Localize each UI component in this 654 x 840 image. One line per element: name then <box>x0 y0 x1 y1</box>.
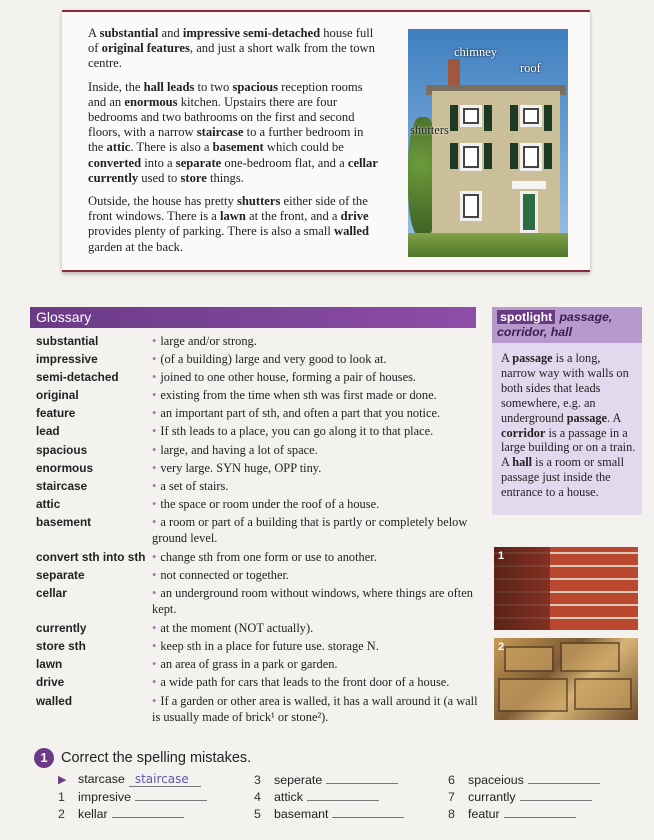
glossary-term: walled <box>36 693 73 708</box>
glossary-definition: • at the moment (NOT actually). <box>152 619 482 637</box>
glossary-term: store sth <box>36 639 86 654</box>
exercise-item-word: spaceious <box>468 773 524 787</box>
exercise-item-number: 8 <box>448 807 455 821</box>
glossary-row <box>36 368 482 386</box>
text-run: to two <box>194 79 233 94</box>
bold-term: converted <box>88 155 142 170</box>
bold-term: corridor <box>501 425 546 440</box>
glossary-definition: • an important part of sth, and often a part that you notice. <box>152 404 482 422</box>
glossary-row <box>36 422 482 440</box>
reading-box <box>62 10 590 272</box>
reading-paragraph-2 <box>88 80 378 186</box>
text-run: kitchen. Upstairs there are four bedrooms and two bathrooms on the first and second floors, with a narrow <box>88 94 355 140</box>
exercise-item <box>448 806 576 821</box>
glossary-term: staircase <box>36 478 88 493</box>
glossary-row <box>36 350 482 368</box>
photo-1-number: 1 <box>498 550 505 562</box>
text-run: either side of the front windows. There is a <box>88 194 368 224</box>
bold-term: attic <box>106 140 131 155</box>
glossary-definition: • If a garden or other area is walled, it has a wall around it (a wall is usually made of brick¹ or stone²). <box>152 692 482 727</box>
text-run: . A <box>607 410 621 425</box>
glossary-term: feature <box>36 406 76 421</box>
answer-blank[interactable] <box>135 789 207 801</box>
glossary-term: substantial <box>36 334 99 348</box>
glossary-term: convert sth into sth <box>36 549 146 564</box>
glossary-definition: • a wide path for cars that leads to the front door of a house. <box>152 673 482 691</box>
exercise-item-word: kellar <box>78 807 108 821</box>
text-run: used to <box>138 170 181 185</box>
bold-term: passage <box>512 351 553 365</box>
text-run: is a room or small passage just inside the entrance to a house. <box>501 455 624 500</box>
spotlight-body <box>492 343 642 500</box>
bold-term: semi-detached <box>243 26 321 40</box>
glossary-term: drive <box>36 675 65 690</box>
reading-paragraph-3 <box>88 194 378 255</box>
answer-blank[interactable] <box>326 772 398 784</box>
glossary-term: basement <box>36 514 92 529</box>
answer-blank[interactable] <box>332 806 404 818</box>
exercise-number: 1 <box>34 748 54 768</box>
text-run: is a long, narrow way with walls on both sides that leads somewhere, e.g. an underground <box>501 351 629 425</box>
glossary-row <box>36 495 482 513</box>
glossary-definition: • existing from the time when sth was first made or done. <box>152 386 482 404</box>
text-run: Outside, the house has pretty <box>88 194 237 209</box>
glossary-definition: • large, and having a lot of space. <box>152 441 482 459</box>
exercise-item <box>448 772 600 787</box>
bold-term: hall leads <box>143 79 195 94</box>
text-run: into a <box>141 155 176 170</box>
exercise-item-number: 5 <box>254 807 261 821</box>
glossary-row <box>36 386 482 404</box>
glossary-term: separate <box>36 568 85 583</box>
exercise-item <box>254 806 404 821</box>
spotlight-tag: spotlight <box>497 310 555 324</box>
glossary-row <box>36 692 482 727</box>
glossary-definition: • If sth leads to a place, you can go along it to that place. <box>152 422 482 440</box>
bold-term: walled <box>334 224 369 239</box>
bold-term: hall <box>512 455 533 470</box>
glossary-list <box>36 332 482 727</box>
stone-wall-photo <box>494 638 638 720</box>
glossary-row <box>36 637 482 655</box>
photo-2-number: 2 <box>498 641 505 653</box>
text-run: , and just a short walk from the town centre. <box>88 41 375 71</box>
exercise-example <box>58 772 201 787</box>
answer-blank[interactable] <box>504 806 576 818</box>
text-run: . There is also a <box>130 140 213 155</box>
answer-blank[interactable] <box>112 806 184 818</box>
bold-term: basement <box>212 140 264 155</box>
text-run: Inside, the <box>88 79 144 94</box>
example-word: starcase <box>78 772 125 786</box>
bold-term: staircase <box>196 125 244 140</box>
glossary-title: Glossary <box>30 307 476 328</box>
glossary-row <box>36 459 482 477</box>
bold-term: drive <box>340 209 369 224</box>
bold-term: lawn <box>219 209 246 224</box>
glossary-definition: • the space or room under the roof of a house. <box>152 495 482 513</box>
glossary-definition: • large and/or strong. <box>152 332 482 350</box>
glossary-term: spacious <box>36 442 88 457</box>
chimney-label: chimney <box>454 45 498 59</box>
glossary-term: impressive <box>36 352 98 367</box>
text-run: A <box>88 26 100 40</box>
text-run: reception rooms and an <box>88 79 363 109</box>
spotlight-header <box>492 307 642 343</box>
glossary-definition: • (of a building) large and very good to look at. <box>152 350 482 368</box>
exercise-item <box>58 789 207 804</box>
exercise-item-word: basemant <box>274 807 329 821</box>
glossary-row <box>36 477 482 495</box>
glossary-term: lawn <box>36 657 63 672</box>
glossary-definition: • joined to one other house, forming a pair of houses. <box>152 368 482 386</box>
house-photo <box>408 29 568 257</box>
glossary-definition: • keep sth in a place for future use. storage N. <box>152 637 482 655</box>
bold-term: original features <box>101 41 190 56</box>
bold-term: substantial <box>99 26 159 40</box>
glossary-term: cellar <box>36 586 67 601</box>
answer-blank[interactable] <box>520 789 592 801</box>
exercise-item-word: seperate <box>274 773 323 787</box>
glossary-term: enormous <box>36 460 94 475</box>
bold-term: spacious <box>232 79 278 94</box>
bold-term: impressive <box>182 26 240 40</box>
text-run: to a further bedroom in the <box>88 125 364 155</box>
glossary-definition: • not connected or together. <box>152 566 482 584</box>
glossary-term: semi-detached <box>36 370 119 385</box>
text-run: one-bedroom flat, and a <box>221 155 348 170</box>
example-marker: ▶ <box>58 774 67 786</box>
glossary-definition: • change sth from one form or use to another. <box>152 548 482 566</box>
glossary-term: original <box>36 388 79 403</box>
glossary-definition: • an area of grass in a park or garden. <box>152 655 482 673</box>
text-run: garden at the back. <box>88 239 184 254</box>
exercise-item-word: impresive <box>78 790 132 804</box>
exercise-item <box>254 789 379 804</box>
exercise-title: Correct the spelling mistakes. <box>61 750 252 766</box>
exercise-item <box>448 789 592 804</box>
glossary-row <box>36 332 482 350</box>
text-run: house full of <box>88 26 374 56</box>
glossary-row <box>36 655 482 673</box>
bold-term: store <box>180 170 207 185</box>
reading-text <box>88 26 378 263</box>
text-run: provides plenty of parking. There is also a small <box>88 224 334 239</box>
text-run: is a passage in a large building or on a train. A <box>501 425 636 470</box>
glossary-row <box>36 673 482 691</box>
text-run: and <box>158 26 183 40</box>
glossary-term: currently <box>36 621 87 636</box>
glossary-row <box>36 584 482 619</box>
text-run: A <box>501 351 513 365</box>
exercise-item <box>58 806 184 821</box>
text-run: things. <box>206 170 244 185</box>
glossary-definition: • a set of stairs. <box>152 477 482 495</box>
answer-blank[interactable] <box>307 789 379 801</box>
exercise-item-word: currantly <box>468 790 516 804</box>
spotlight-heading: passage, corridor, hall <box>497 310 613 339</box>
exercise-item-number: 4 <box>254 790 261 804</box>
bold-term: cellar currently <box>88 155 378 185</box>
bold-term: passage <box>566 410 608 425</box>
exercise-item-number: 2 <box>58 807 65 821</box>
reading-paragraph-1 <box>88 26 378 72</box>
glossary-row <box>36 548 482 566</box>
exercise-item-number: 6 <box>448 773 455 787</box>
bold-term: enormous <box>124 94 178 109</box>
exercise-heading <box>34 748 251 768</box>
exercise-item-word: attick <box>274 790 303 804</box>
glossary-definition: • an underground room without windows, where things are often kept. <box>152 584 482 619</box>
exercise-item-number: 3 <box>254 773 261 787</box>
glossary-row <box>36 566 482 584</box>
bold-term: separate <box>175 155 222 170</box>
shutters-label: shutters <box>410 123 449 137</box>
text-run: at the front, and a <box>245 209 341 224</box>
text-run: which could be <box>263 140 344 155</box>
spotlight-box <box>492 307 642 515</box>
exercise-item <box>254 772 398 787</box>
glossary-row <box>36 404 482 422</box>
answer-blank[interactable] <box>528 772 600 784</box>
glossary-term: lead <box>36 424 60 439</box>
roof-label: roof <box>520 61 541 75</box>
glossary-definition: • a room or part of a building that is partly or completely below ground level. <box>152 513 482 548</box>
exercise-item-word: featur <box>468 807 500 821</box>
brick-wall-photo <box>494 547 638 630</box>
glossary-term: attic <box>36 496 61 511</box>
exercise-item-number: 1 <box>58 790 65 804</box>
glossary-definition: • very large. SYN huge, OPP tiny. <box>152 459 482 477</box>
glossary-row <box>36 513 482 548</box>
glossary-row <box>36 441 482 459</box>
exercise-item-number: 7 <box>448 790 455 804</box>
bold-term: shutters <box>237 194 281 209</box>
glossary-row <box>36 619 482 637</box>
example-answer: staircase <box>129 772 201 787</box>
